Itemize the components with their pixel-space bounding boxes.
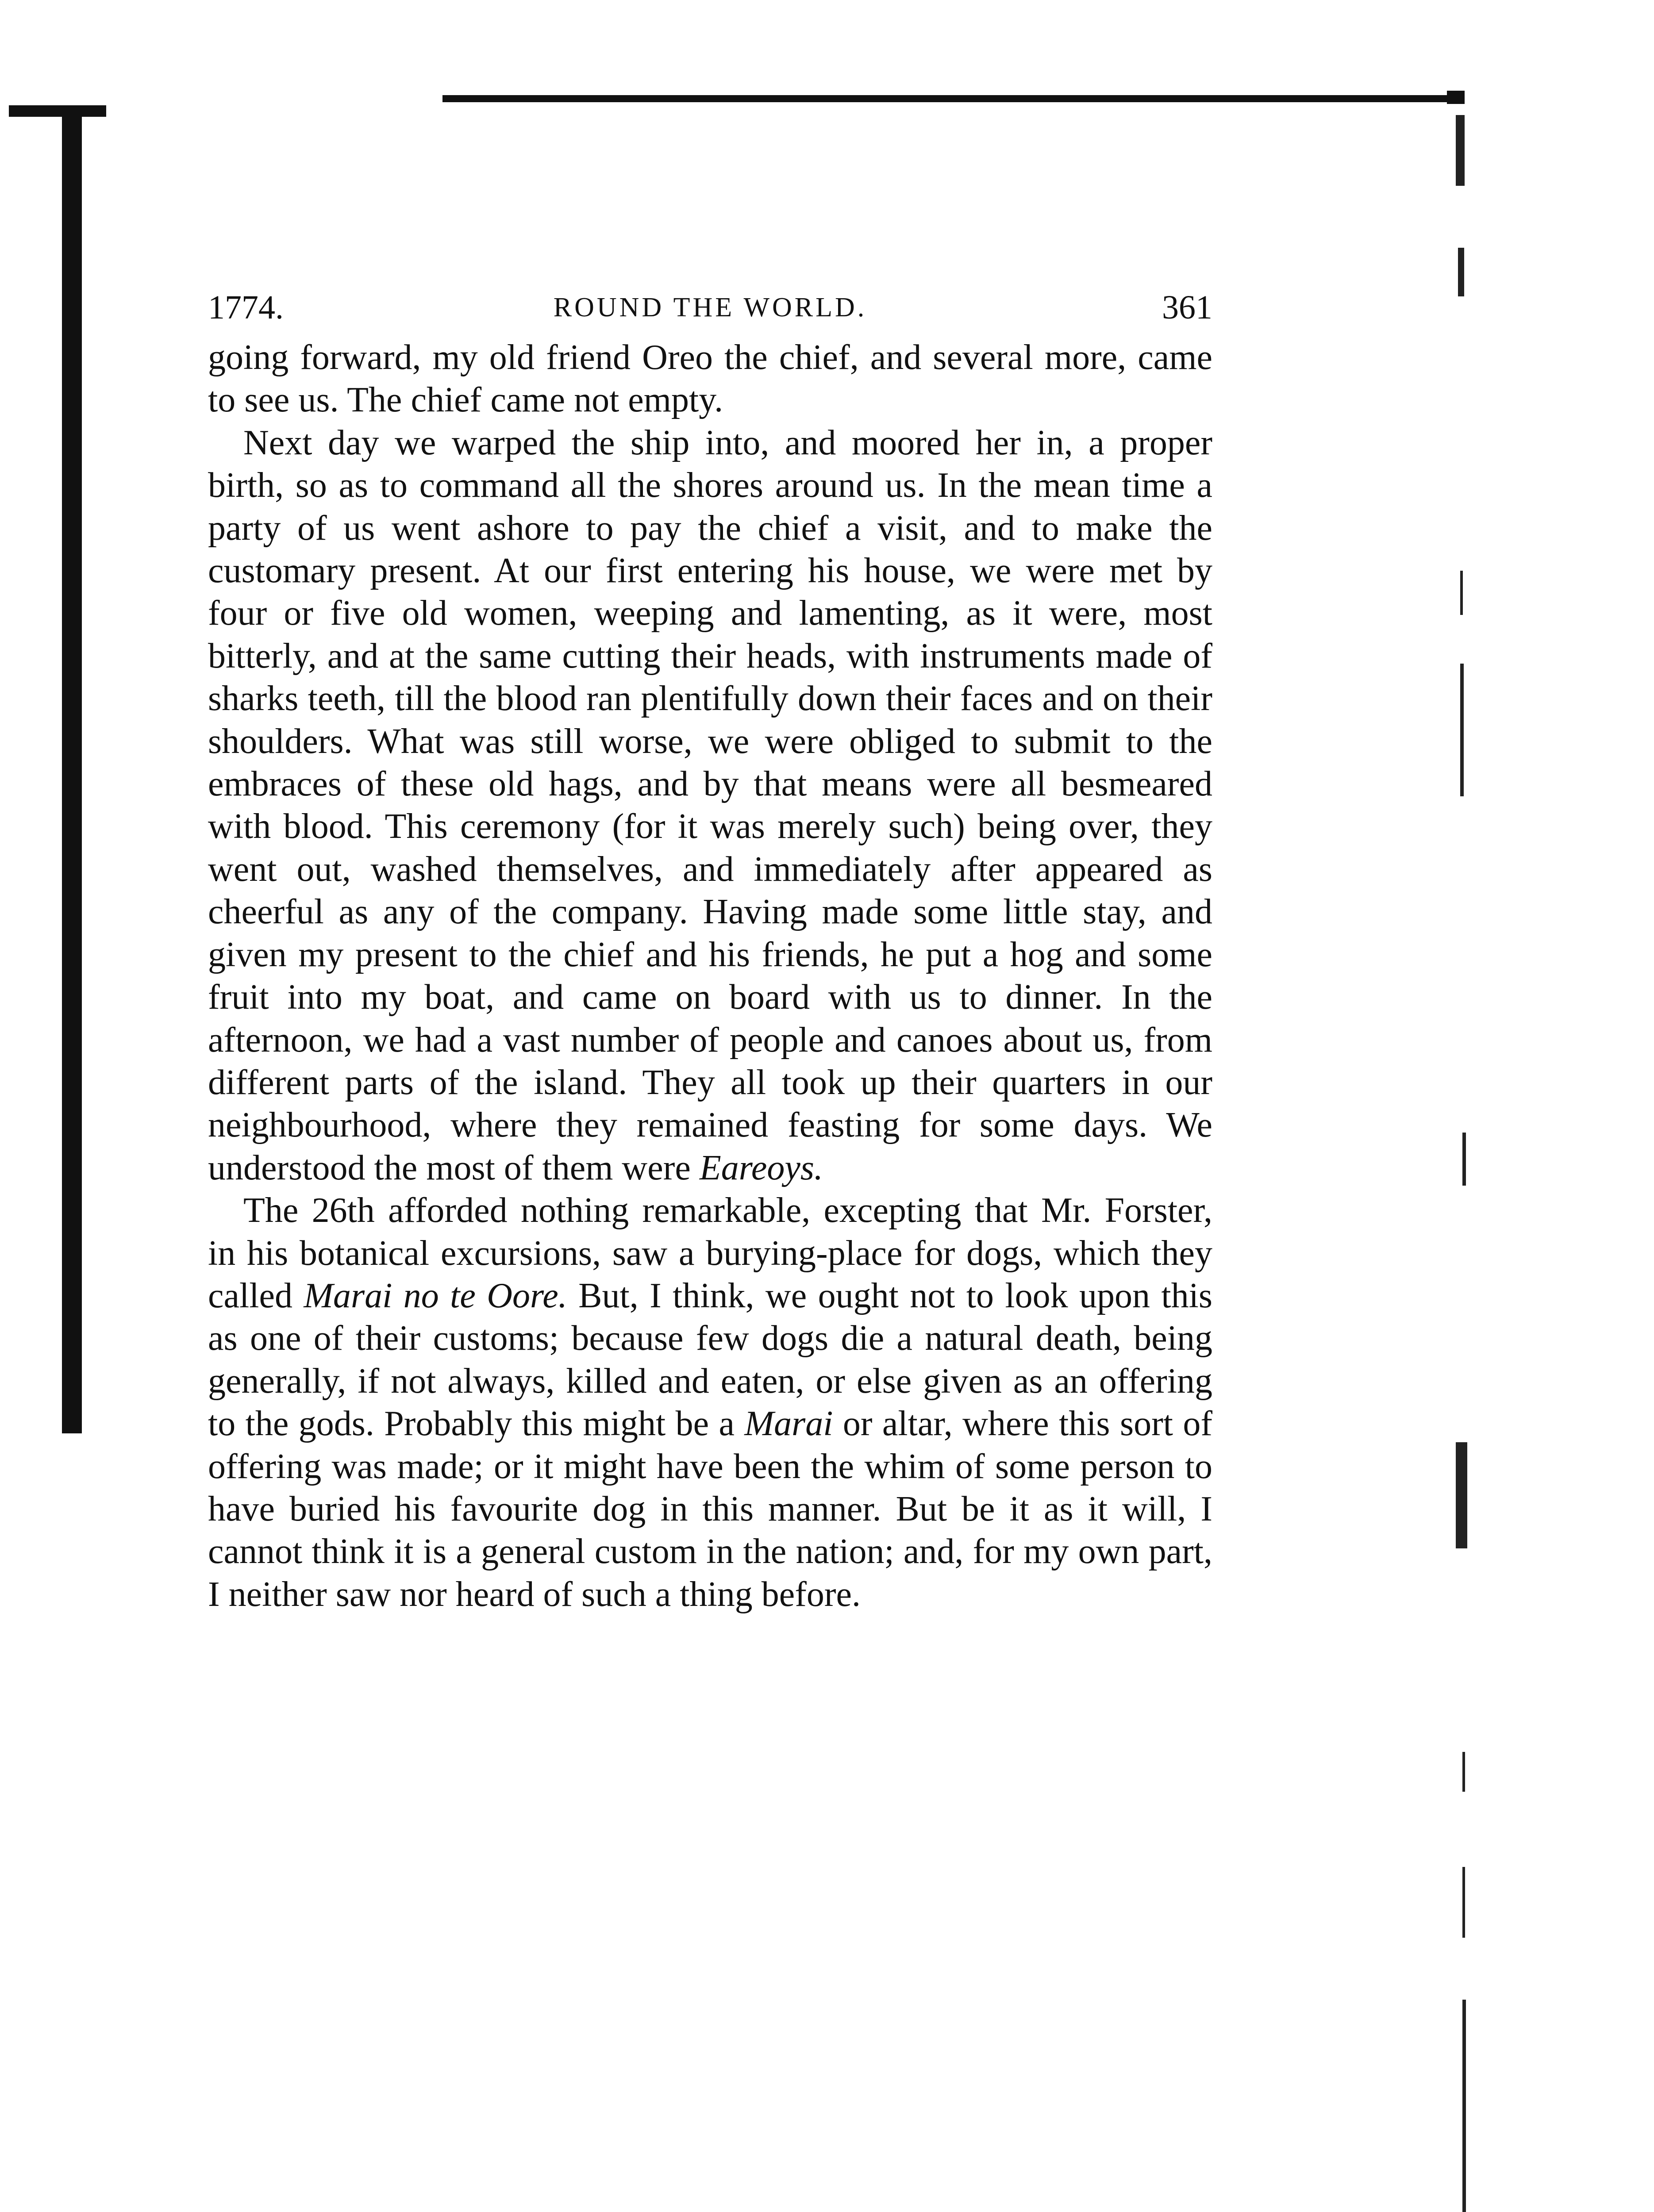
page-number: 361: [1162, 289, 1212, 326]
text-run: Next day we warped the ship into, and moored her in, a proper birth, so as to command all the shores around us. In the mean time a party of us went ashore to pay the chief a visit, and to make the customary present. At our first entering his house, we were met by four or five old women, weeping and lamenting, as it were, most bitterly, and at the same cutting their heads, with instruments made of sharks teeth, till the blood ran plentifully down their faces and on their shoulders. What was still worse, we were obliged to submit to the embraces of these old hags, and by that means were all besmeared with blood. This ceremony (for it was merely such) being over, they went out, washed themselves, and immediately after appeared as cheerful as any of the company. Having made some little stay, and given my present to the chief and his friends, he put a hog and some fruit into my boat, and came on board with us to dinner. In the afternoon, we had a vast number of people and canoes about us, from different parts of the island. They all took up their quarters in our neighbourhood, where they remained feasting for some days. We understood the most of them were: [208, 423, 1212, 1187]
edge-mark: [1462, 1133, 1466, 1186]
page: [208, 279, 1212, 1616]
edge-mark: [1462, 2000, 1466, 2212]
paragraph: [208, 336, 1212, 422]
edge-mark: [1462, 1867, 1465, 1938]
italic-term: Eareoys.: [699, 1148, 823, 1187]
paragraph: [208, 422, 1212, 1189]
edge-mark: [1460, 664, 1464, 796]
paragraph: [208, 1189, 1212, 1616]
edge-mark: [1458, 248, 1464, 296]
edge-mark: [1456, 115, 1465, 186]
running-head-title: ROUND THE WORLD.: [553, 292, 867, 323]
text-run: going forward, my old friend Oreo the chief, and several more, came to see us. The chief came not empty.: [208, 338, 1212, 420]
italic-term: Marai: [744, 1404, 833, 1444]
running-head-year: 1774.: [208, 289, 284, 326]
top-rule: [442, 95, 1465, 102]
edge-mark: [1456, 1442, 1467, 1548]
running-head: [208, 279, 1212, 336]
gutter-cap: [9, 105, 106, 117]
text-run: But, I think, we ought not to look upon this as one of their customs; because few dogs die a natural death, being generally, if not always, killed and eaten, or else given as an offering to the gods. Probably this might be a: [208, 1276, 1213, 1444]
text-run: The 26th afforded nothing remarkable, excepting that Mr. Forster, in his botanical excursions, saw a burying-place for dogs, which they called: [208, 1191, 1212, 1315]
body-text: [208, 336, 1212, 1616]
top-rule-tail: [1447, 91, 1465, 104]
text-run: or altar, where this sort of offering was made; or it might have been the whim of some person to have buried his favourite dog in this manner. But be it as it will, I cannot think it is a general custom in the nation; and, for my own part, I neither saw nor heard of such a thing before.: [208, 1404, 1213, 1614]
gutter-bar: [62, 106, 82, 1433]
edge-mark: [1460, 571, 1463, 615]
italic-term: Marai no te Oore.: [304, 1276, 567, 1315]
edge-mark: [1462, 1752, 1465, 1792]
